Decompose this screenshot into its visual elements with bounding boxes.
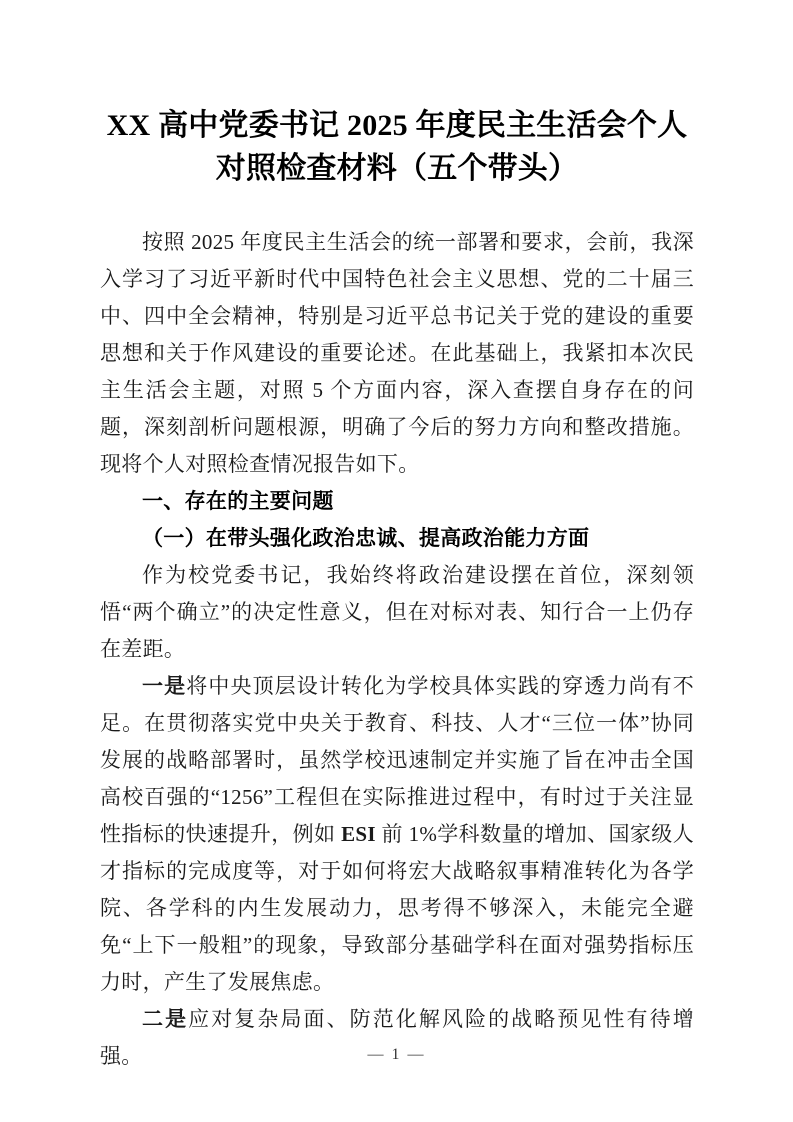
issue-one-text-part-b: 前 1%学科数量的增加、国家级人才指标的完成度等，对于如何将宏大战略叙事精准转化为各学院、各学科的内生发展动力，思考得不够深入，未能完全避免“上下一般粗”的现象，导致部分基础学科在面对强势指标压力时，产生了发展焦虑。 <box>100 822 694 994</box>
page-number-footer: — 1 — <box>367 1046 426 1063</box>
issue-one-lead-in: 一是 <box>142 674 187 698</box>
issue-two-lead-in: 二是 <box>142 1007 189 1031</box>
document-title: XX 高中党委书记 2025 年度民主生活会个人对照检查材料（五个带头） <box>106 109 688 185</box>
section-heading-main-problems: 一、存在的主要问题 <box>142 490 334 513</box>
paragraph-opening-statement: 按照 2025 年度民主生活会的统一部署和要求，会前，我深入学习了习近平新时代中国特色社会主义思想、党的二十届三中、四中全会精神，特别是习近平总书记关于党的建设的重要思想和关于作风建设的重要论述。在此基础上，我紧扣本次民主生活会主题，对照 5 个方面内容，深入查摆自身存在的问题，深刻剖析问题根源，明确了今后的努力方向和整改措施。现将个人对照检查情况报告如下。 <box>100 230 694 476</box>
document-content-column <box>100 0 694 1075</box>
subsection-heading-political-loyalty: （一）在带头强化政治忠诚、提高政治能力方面 <box>142 526 590 550</box>
issue-two-text: 应对复杂局面、防范化解风险的战略预见性有待增强。 <box>100 1007 694 1068</box>
paragraph-political-construction: 作为校党委书记，我始终将政治建设摆在首位，深刻领悟“两个确立”的决定性意义，但在对标对表、知行合一上仍存在差距。 <box>100 563 694 661</box>
paragraph-issue-one <box>100 668 694 1001</box>
esi-abbreviation: ESI <box>341 822 376 846</box>
document-body <box>100 190 694 1075</box>
issue-one-text-part-a: 将中央顶层设计转化为学校具体实践的穿透力尚有不足。在贯彻落实党中央关于教育、科技、人才“三位一体”协同发展的战略部署时，虽然学校迅速制定并实施了旨在冲击全国高校百强的“1256”工程但在实际推进过程中，有时过于关注显性指标的快速提升，例如 <box>100 674 694 846</box>
